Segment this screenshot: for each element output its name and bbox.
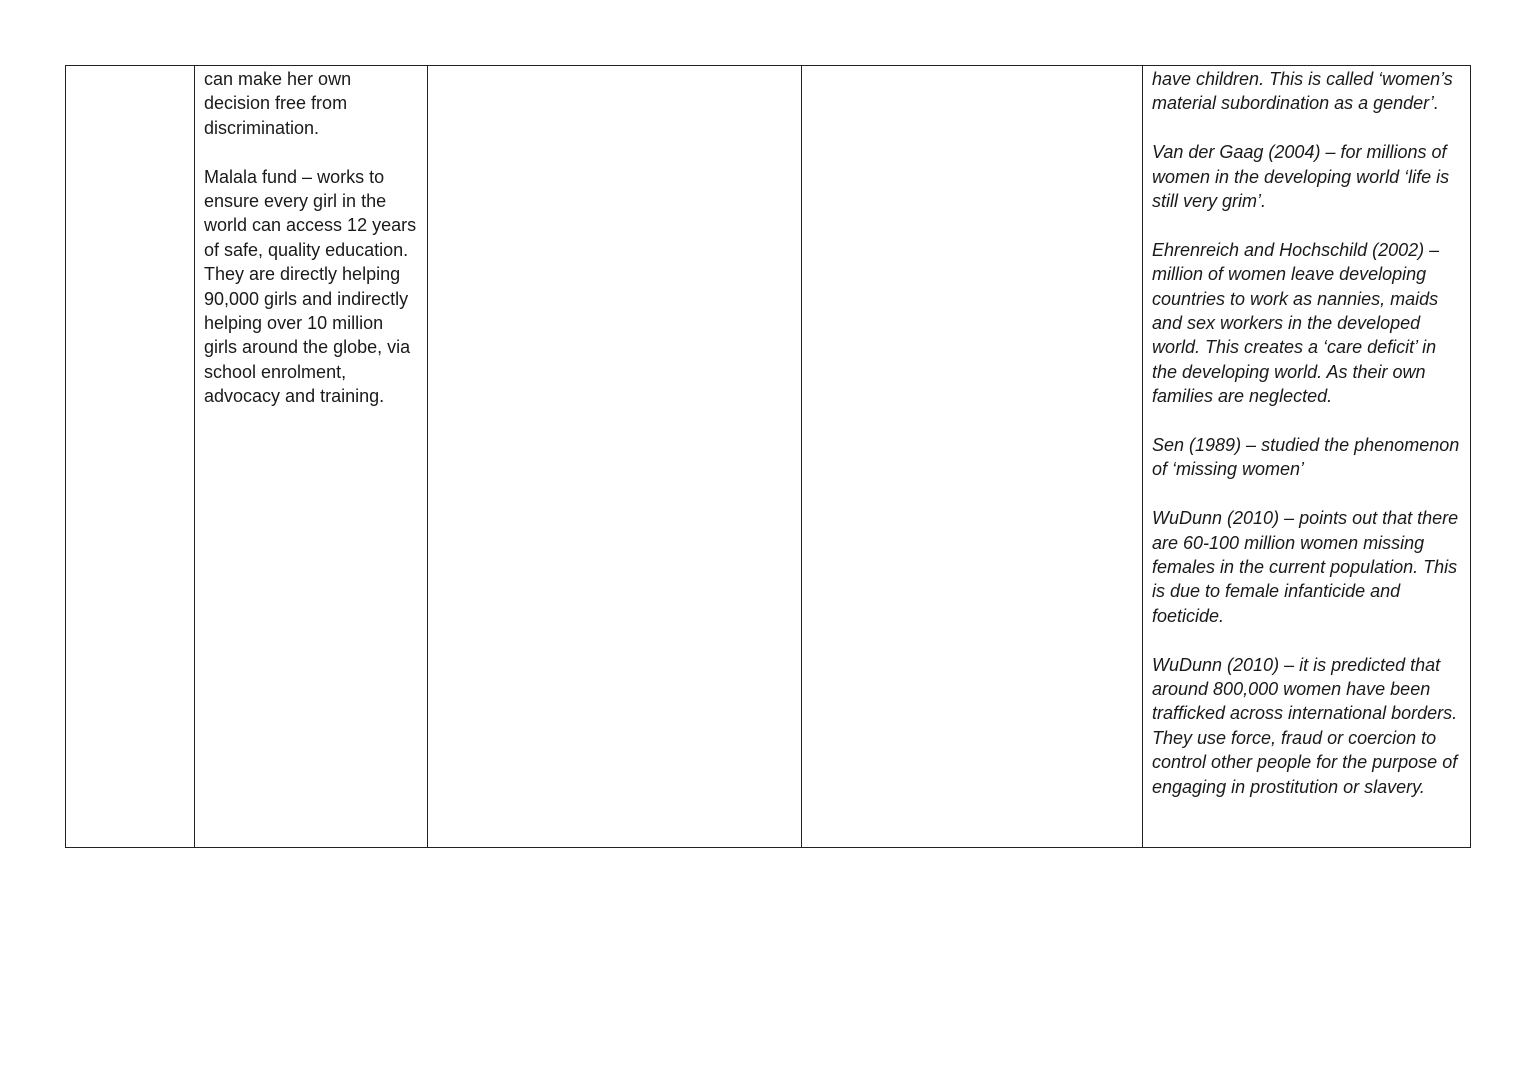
cell-text-col2	[195, 66, 427, 409]
paragraph: have children. This is called ‘women’s material subordination as a gender’.	[1152, 69, 1453, 114]
table-cell-col4	[802, 66, 1143, 848]
document-table	[65, 65, 1471, 848]
paragraph: Van der Gaag (2004) – for millions of women in the developing world ‘life is still very grim’.	[1152, 142, 1450, 212]
table-row	[66, 66, 1471, 848]
table-cell-col5	[1143, 66, 1471, 848]
cell-text-col5	[1143, 66, 1470, 799]
paragraph: WuDunn (2010) – points out that there are 60-100 million women missing females in the current population. This is due to female infanticide and foeticide.	[1152, 508, 1459, 626]
table-cell-col3	[428, 66, 802, 848]
table-cell-col2	[195, 66, 428, 848]
table-cell-col1	[66, 66, 195, 848]
paragraph: Malala fund – works to ensure every girl in the world can access 12 years of safe, quality education. They are directly helping 90,000 girls and indirectly helping over 10 million girls around the globe, via school enrolment, advocacy and training.	[204, 166, 417, 407]
paragraph: Ehrenreich and Hochschild (2002) – million of women leave developing countries to work as nannies, maids and sex workers in the developed world. This creates a ‘care deficit’ in the developing world. As their own families are neglected.	[1152, 239, 1440, 407]
paragraph: can make her own decision free from discrimination.	[204, 69, 352, 138]
paragraph: Sen (1989) – studied the phenomenon of ‘missing women’	[1152, 435, 1460, 480]
paragraph: WuDunn (2010) – it is predicted that around 800,000 women have been trafficked across international borders. They use force, fraud or coercion to control other people for the purpose of engaging in prostitution or slavery.	[1152, 654, 1458, 797]
